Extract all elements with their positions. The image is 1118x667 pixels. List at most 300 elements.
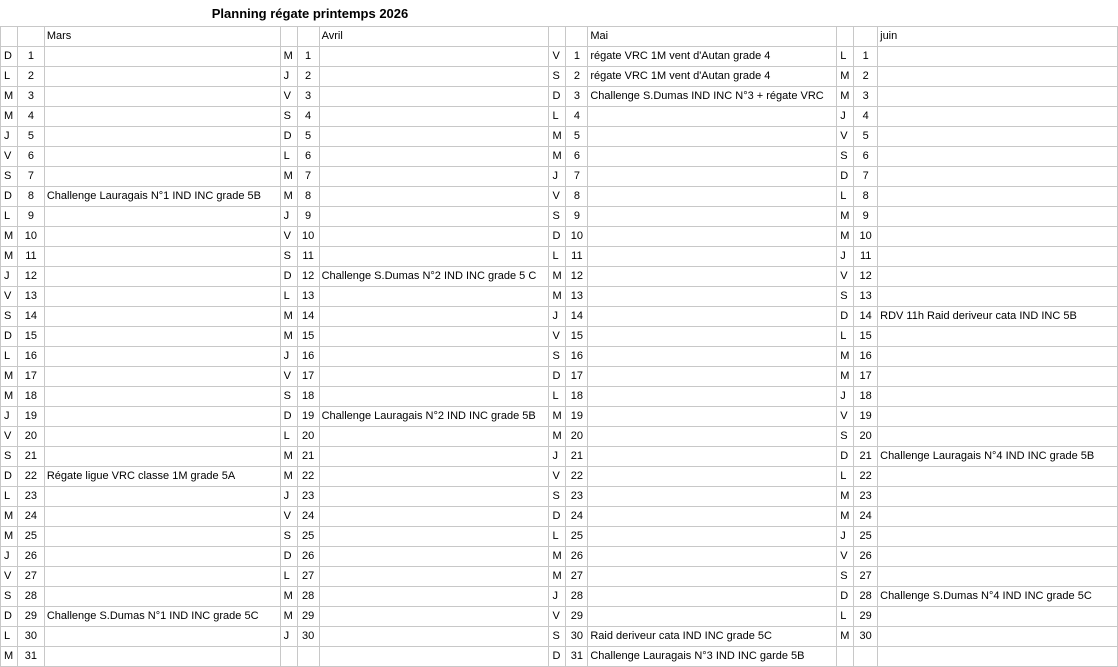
mars-event-cell [44,427,280,447]
mars-event-cell [44,367,280,387]
month-header-juin: juin [878,27,1118,47]
mars-weekday-cell: S [1,307,18,327]
table-row [1,627,1118,647]
avril-weekday-cell: V [280,367,297,387]
mars-weekday-cell: M [1,87,18,107]
mai-event-cell: régate VRC 1M vent d'Autan grade 4 [588,47,837,67]
mars-date-cell: 3 [17,87,44,107]
juin-event-cell [878,207,1118,227]
mars-date-cell: 31 [17,647,44,667]
avril-event-cell [319,187,549,207]
mai-date-cell: 19 [566,407,588,427]
mai-event-cell [588,127,837,147]
juin-date-cell: 11 [854,247,878,267]
mai-event-cell [588,207,837,227]
avril-date-cell: 10 [297,227,319,247]
mai-weekday-cell: J [549,587,566,607]
mai-date-cell: 29 [566,607,588,627]
juin-weekday-cell: L [837,47,854,67]
table-row [1,447,1118,467]
juin-weekday-cell: J [837,247,854,267]
juin-date-cell: 15 [854,327,878,347]
table-row [1,267,1118,287]
table-row [1,487,1118,507]
avril-date-cell: 18 [297,387,319,407]
mai-weekday-cell: D [549,87,566,107]
mai-date-cell: 6 [566,147,588,167]
mai-weekday-cell: V [549,607,566,627]
mars-date-cell: 15 [17,327,44,347]
avril-event-cell [319,547,549,567]
mars-weekday-cell: J [1,547,18,567]
mai-event-cell [588,347,837,367]
avril-date-cell: 12 [297,267,319,287]
avril-weekday-cell: M [280,167,297,187]
avril-event-cell [319,227,549,247]
juin-weekday-cell: M [837,367,854,387]
juin-weekday-cell: D [837,447,854,467]
avril-date-cell: 3 [297,87,319,107]
mars-event-cell [44,447,280,467]
mars-weekday-cell: M [1,247,18,267]
avril-event-cell [319,467,549,487]
mars-date-cell: 7 [17,167,44,187]
avril-event-cell [319,347,549,367]
mai-weekday-cell: S [549,347,566,367]
juin-event-cell [878,507,1118,527]
juin-weekday-cell: L [837,327,854,347]
juin-event-cell [878,47,1118,67]
table-row [1,147,1118,167]
juin-event-cell [878,287,1118,307]
avril-date-cell: 1 [297,47,319,67]
mai-weekday-cell: J [549,167,566,187]
avril-date-cell: 29 [297,607,319,627]
mai-date-cell: 8 [566,187,588,207]
mai-date-cell: 30 [566,627,588,647]
juin-event-cell: Challenge Lauragais N°4 IND INC grade 5B [878,447,1118,467]
mars-date-cell: 22 [17,467,44,487]
mai-weekday-cell: D [549,647,566,667]
mars-weekday-cell: S [1,167,18,187]
avril-weekday-cell: J [280,67,297,87]
juin-weekday-cell: J [837,527,854,547]
mars-event-cell [44,487,280,507]
juin-event-cell [878,347,1118,367]
mai-date-cell: 18 [566,387,588,407]
juin-event-cell [878,427,1118,447]
mai-date-cell: 27 [566,567,588,587]
mai-date-cell: 14 [566,307,588,327]
mars-weekday-cell: L [1,627,18,647]
avril-weekday-cell [280,647,297,667]
mars-weekday-cell: S [1,587,18,607]
avril-weekday-cell: L [280,147,297,167]
juin-weekday-cell: D [837,167,854,187]
month-header-mars: Mars [44,27,280,47]
juin-date-cell: 30 [854,627,878,647]
mai-date-cell: 15 [566,327,588,347]
juin-weekday-cell: S [837,567,854,587]
mai-weekday-cell: M [549,427,566,447]
avril-weekday-cell: L [280,567,297,587]
avril-weekday-cell: D [280,267,297,287]
juin-date-cell: 16 [854,347,878,367]
mai-event-cell [588,607,837,627]
mars-event-cell: Challenge Lauragais N°1 IND INC grade 5B [44,187,280,207]
juin-weekday-cell: M [837,67,854,87]
table-row [1,167,1118,187]
avril-date-cell: 6 [297,147,319,167]
juin-event-cell [878,107,1118,127]
mars-date-cell: 19 [17,407,44,427]
juin-date-cell: 12 [854,267,878,287]
mai-event-cell [588,367,837,387]
avril-weekday-cell: M [280,607,297,627]
month-header-mai: Mai [588,27,837,47]
mars-event-cell [44,47,280,67]
juin-date-cell [854,647,878,667]
juin-event-cell [878,487,1118,507]
table-row [1,647,1118,667]
avril-event-cell [319,587,549,607]
mai-event-cell: Challenge S.Dumas IND INC N°3 + régate VRC [588,87,837,107]
table-row [1,47,1118,67]
mai-weekday-cell: S [549,67,566,87]
juin-date-cell: 28 [854,587,878,607]
mars-weekday-cell: L [1,487,18,507]
avril-weekday-cell: V [280,87,297,107]
table-row [1,247,1118,267]
mai-date-cell: 20 [566,427,588,447]
mars-date-cell: 30 [17,627,44,647]
avril-date-cell: 17 [297,367,319,387]
juin-weekday-cell: S [837,427,854,447]
avril-date-cell [297,647,319,667]
avril-event-cell [319,207,549,227]
mai-date-cell: 17 [566,367,588,387]
avril-event-cell [319,427,549,447]
mai-weekday-cell: S [549,207,566,227]
juin-event-cell [878,647,1118,667]
regatta-schedule-table [0,26,1118,667]
mai-date-cell: 31 [566,647,588,667]
avril-event-cell [319,67,549,87]
juin-date-cell: 10 [854,227,878,247]
table-row [1,367,1118,387]
mai-weekday-cell: M [549,267,566,287]
mars-event-cell [44,207,280,227]
table-row [1,207,1118,227]
mars-date-cell: 25 [17,527,44,547]
mars-weekday-cell: S [1,447,18,467]
mai-date-cell: 24 [566,507,588,527]
mars-weekday-cell: M [1,527,18,547]
mars-event-cell [44,567,280,587]
mars-weekday-cell: M [1,507,18,527]
juin-event-cell [878,407,1118,427]
mars-event-cell [44,347,280,367]
mai-date-cell: 7 [566,167,588,187]
avril-weekday-cell: M [280,447,297,467]
juin-event-cell [878,87,1118,107]
juin-date-cell: 17 [854,367,878,387]
juin-date-cell: 27 [854,567,878,587]
table-row [1,87,1118,107]
mars-weekday-cell: D [1,47,18,67]
mars-date-cell: 13 [17,287,44,307]
juin-weekday-cell: J [837,107,854,127]
avril-date-cell: 27 [297,567,319,587]
table-row [1,587,1118,607]
mai-date-cell: 13 [566,287,588,307]
mars-event-cell: Challenge S.Dumas N°1 IND INC grade 5C [44,607,280,627]
avril-event-cell [319,107,549,127]
mai-weekday-cell: M [549,127,566,147]
juin-date-cell: 23 [854,487,878,507]
avril-date-cell: 8 [297,187,319,207]
mai-weekday-cell: M [549,147,566,167]
juin-weekday-cell: L [837,187,854,207]
juin-date-cell: 4 [854,107,878,127]
mai-event-cell [588,327,837,347]
mars-event-cell [44,287,280,307]
mars-event-cell [44,387,280,407]
table-row [1,67,1118,87]
table-row [1,327,1118,347]
mars-event-cell [44,247,280,267]
mai-event-cell [588,547,837,567]
mars-event-cell: Régate ligue VRC classe 1M grade 5A [44,467,280,487]
avril-weekday-cell: V [280,507,297,527]
mars-event-cell [44,167,280,187]
mars-date-cell: 10 [17,227,44,247]
avril-event-cell [319,567,549,587]
mars-event-cell [44,127,280,147]
mars-date-cell: 6 [17,147,44,167]
mars-weekday-cell: D [1,187,18,207]
mai-date-cell: 28 [566,587,588,607]
avril-weekday-cell: M [280,307,297,327]
avril-date-cell: 5 [297,127,319,147]
juin-event-cell [878,127,1118,147]
avril-date-cell: 28 [297,587,319,607]
table-row [1,287,1118,307]
juin-event-cell [878,147,1118,167]
mars-weekday-cell: M [1,387,18,407]
mai-event-cell [588,447,837,467]
table-row [1,127,1118,147]
mai-weekday-cell: J [549,307,566,327]
mai-weekday-cell: L [549,247,566,267]
juin-weekday-cell: S [837,287,854,307]
avril-event-cell [319,607,549,627]
mars-date-cell: 18 [17,387,44,407]
mai-date-cell: 5 [566,127,588,147]
mars-date-cell: 17 [17,367,44,387]
mars-event-cell [44,227,280,247]
juin-weekday-cell: J [837,387,854,407]
juin-date-cell: 22 [854,467,878,487]
mai-event-cell [588,147,837,167]
table-row [1,387,1118,407]
mars-date-cell: 27 [17,567,44,587]
mars-event-cell [44,547,280,567]
mars-date-cell: 20 [17,427,44,447]
avril-weekday-cell: M [280,47,297,67]
mai-event-cell [588,567,837,587]
mars-event-cell [44,407,280,427]
mars-date-cell: 24 [17,507,44,527]
mars-date-cell: 16 [17,347,44,367]
juin-event-cell [878,547,1118,567]
mars-event-cell [44,307,280,327]
juin-weekday-cell: M [837,87,854,107]
juin-weekday-cell: S [837,147,854,167]
avril-date-cell: 25 [297,527,319,547]
mars-weekday-cell: J [1,127,18,147]
juin-event-cell [878,467,1118,487]
mars-date-cell: 2 [17,67,44,87]
avril-event-cell [319,147,549,167]
juin-event-cell [878,247,1118,267]
avril-weekday-cell: D [280,127,297,147]
juin-event-cell [878,567,1118,587]
mars-date-cell: 1 [17,47,44,67]
mai-event-cell [588,307,837,327]
mars-weekday-cell: M [1,227,18,247]
juin-event-cell [878,607,1118,627]
avril-weekday-cell: J [280,627,297,647]
juin-weekday-cell: V [837,547,854,567]
mars-event-cell [44,507,280,527]
mars-date-cell: 11 [17,247,44,267]
juin-event-cell [878,267,1118,287]
mai-event-cell: Raid deriveur cata IND INC grade 5C [588,627,837,647]
juin-weekday-cell [837,647,854,667]
table-row [1,547,1118,567]
juin-date-cell: 8 [854,187,878,207]
table-row [1,107,1118,127]
avril-weekday-cell: V [280,227,297,247]
avril-event-cell [319,647,549,667]
table-row [1,227,1118,247]
mai-date-cell: 9 [566,207,588,227]
juin-date-cell: 3 [854,87,878,107]
avril-date-cell: 30 [297,627,319,647]
avril-event-cell [319,47,549,67]
avril-event-cell [319,287,549,307]
juin-event-cell [878,627,1118,647]
juin-event-cell: RDV 11h Raid deriveur cata IND INC 5B [878,307,1118,327]
table-row [1,307,1118,327]
mars-weekday-cell: L [1,67,18,87]
mars-date-cell: 28 [17,587,44,607]
mai-event-cell [588,287,837,307]
mars-event-cell [44,147,280,167]
mars-date-cell: 29 [17,607,44,627]
avril-date-cell: 14 [297,307,319,327]
avril-date-cell: 15 [297,327,319,347]
mai-weekday-cell: S [549,627,566,647]
mars-event-cell [44,87,280,107]
mars-date-cell: 4 [17,107,44,127]
mai-weekday-cell: D [549,227,566,247]
mai-weekday-cell: M [549,287,566,307]
mars-date-cell: 26 [17,547,44,567]
mars-weekday-cell: J [1,407,18,427]
juin-event-cell [878,327,1118,347]
avril-weekday-cell: M [280,587,297,607]
mars-weekday-cell: J [1,267,18,287]
juin-event-cell [878,187,1118,207]
avril-event-cell: Challenge Lauragais N°2 IND INC grade 5B [319,407,549,427]
table-row [1,607,1118,627]
juin-date-cell: 13 [854,287,878,307]
juin-weekday-cell: M [837,507,854,527]
mai-date-cell: 1 [566,47,588,67]
mai-event-cell: Challenge Lauragais N°3 IND INC garde 5B [588,647,837,667]
mai-weekday-cell: V [549,187,566,207]
juin-event-cell [878,167,1118,187]
mai-weekday-cell: M [549,567,566,587]
avril-date-cell: 26 [297,547,319,567]
month-header-row [1,27,1118,47]
table-row [1,567,1118,587]
avril-event-cell [319,507,549,527]
juin-weekday-cell: M [837,627,854,647]
mai-date-cell: 3 [566,87,588,107]
mars-event-cell [44,587,280,607]
avril-event-cell [319,327,549,347]
avril-weekday-cell: D [280,407,297,427]
mai-date-cell: 22 [566,467,588,487]
mai-date-cell: 21 [566,447,588,467]
mai-event-cell [588,527,837,547]
mai-weekday-cell: L [549,527,566,547]
juin-date-cell: 26 [854,547,878,567]
mai-date-cell: 10 [566,227,588,247]
mars-weekday-cell: M [1,647,18,667]
avril-weekday-cell: S [280,107,297,127]
mai-event-cell [588,427,837,447]
juin-event-cell [878,67,1118,87]
avril-event-cell [319,527,549,547]
avril-weekday-cell: J [280,487,297,507]
juin-event-cell [878,367,1118,387]
mars-weekday-cell: L [1,347,18,367]
avril-weekday-cell: S [280,387,297,407]
mai-weekday-cell: L [549,107,566,127]
avril-event-cell [319,307,549,327]
mars-event-cell [44,647,280,667]
avril-date-cell: 16 [297,347,319,367]
juin-event-cell: Challenge S.Dumas N°4 IND INC grade 5C [878,587,1118,607]
juin-date-cell: 24 [854,507,878,527]
juin-weekday-cell: D [837,307,854,327]
juin-weekday-cell: M [837,487,854,507]
mars-weekday-cell: L [1,207,18,227]
mai-date-cell: 11 [566,247,588,267]
avril-weekday-cell: S [280,247,297,267]
mai-event-cell [588,487,837,507]
mars-weekday-cell: M [1,367,18,387]
mai-date-cell: 4 [566,107,588,127]
mars-event-cell [44,527,280,547]
juin-event-cell [878,527,1118,547]
avril-date-cell: 24 [297,507,319,527]
table-row [1,507,1118,527]
